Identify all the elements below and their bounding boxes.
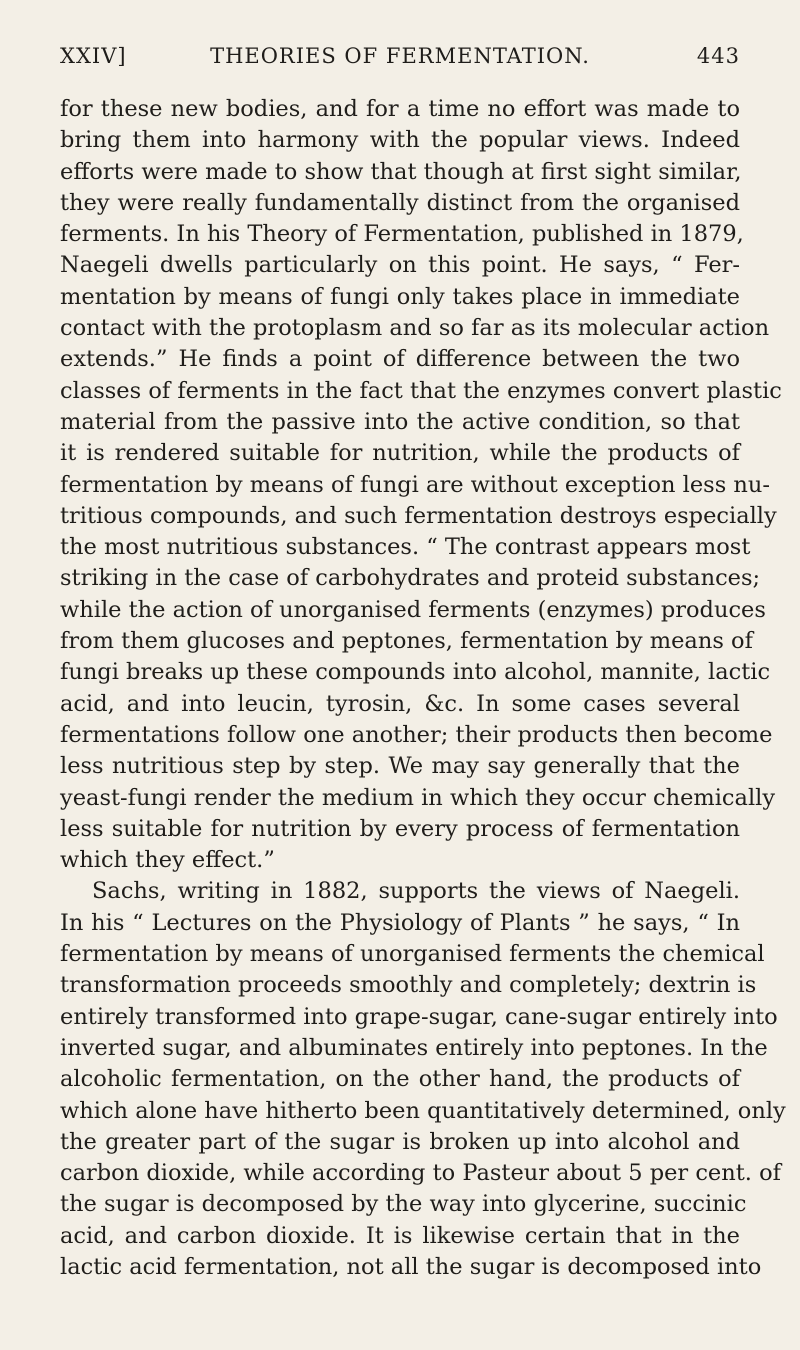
text-line: contact with the protoplasm and so far as its molecular action [60, 315, 770, 342]
text-line: Naegeli dwells particularly on this point. He says, “ Fer- [60, 252, 740, 279]
text-line: material from the passive into the active condition, so that [60, 408, 740, 435]
text-line: fungi breaks up these compounds into alcohol, mannite, lactic [60, 659, 771, 686]
body-text [60, 94, 786, 1283]
text-line: mentation by means of fungi only takes place in immediate [60, 283, 740, 310]
text-line: classes of ferments in the fact that the enzymes convert plastic [60, 377, 782, 404]
text-line: striking in the case of carbohydrates and proteid substances; [60, 565, 761, 592]
text-line: fermentations follow one another; their products then become [60, 721, 773, 748]
text-line: the most nutritious substances. “ The contrast appears most [60, 534, 751, 561]
text-line: entirely transformed into grape-sugar, cane-sugar entirely into [60, 1003, 778, 1030]
text-line: bring them into harmony with the popular views. Indeed [60, 127, 740, 154]
text-line: fermentation by means of fungi are without exception less nu- [60, 471, 770, 498]
text-line: less nutritious step by step. We may say generally that the [60, 753, 740, 780]
text-line: the greater part of the sugar is broken up into alcohol and [60, 1128, 740, 1155]
text-line: carbon dioxide, while according to Pasteur about 5 per cent. of [60, 1160, 781, 1187]
text-line: it is rendered suitable for nutrition, while the products of [60, 440, 740, 467]
paragraph [60, 876, 786, 1283]
paragraph [60, 94, 782, 876]
text-line: In his “ Lectures on the Physiology of Plants ” he says, “ In [60, 909, 740, 936]
text-line: the sugar is decomposed by the way into glycerine, succinic [60, 1191, 747, 1218]
text-line: lactic acid fermentation, not all the sugar is decomposed into [60, 1253, 762, 1280]
chapter-number: XXIV] [60, 44, 127, 68]
text-line: while the action of unorganised ferments (enzymes) produces [60, 596, 766, 623]
running-title: THEORIES OF FERMENTATION. [210, 44, 590, 68]
text-line: acid, and carbon dioxide. It is likewise certain that in the [60, 1222, 740, 1249]
page-number: 443 [696, 44, 740, 68]
text-line: efforts were made to show that though at first sight similar, [60, 158, 742, 185]
text-line: transformation proceeds smoothly and completely; dextrin is [60, 972, 757, 999]
text-line: for these new bodies, and for a time no effort was made to [60, 96, 740, 122]
text-line: ferments. In his Theory of Fermentation, published in 1879, [60, 221, 744, 248]
running-head [60, 36, 740, 76]
text-line: yeast-fungi render the medium in which they occur chemically [60, 784, 776, 811]
text-line: less suitable for nutrition by every process of fermentation [60, 815, 740, 842]
text-line: tritious compounds, and such fermentation destroys especially [60, 502, 777, 529]
text-line: Sachs, writing in 1882, supports the views of Naegeli. [92, 878, 740, 905]
text-line: from them glucoses and peptones, fermentation by means of [60, 628, 753, 655]
text-line: they were really fundamentally distinct from the organised [60, 189, 740, 216]
text-line: which alone have hitherto been quantitatively determined, only [60, 1097, 786, 1124]
text-line: extends.” He finds a point of difference between the two [60, 346, 740, 373]
text-line: fermentation by means of unorganised ferments the chemical [60, 941, 765, 968]
text-line: which they effect.” [60, 847, 275, 874]
text-line: acid, and into leucin, tyrosin, &c. In some cases several [60, 690, 740, 717]
text-line: inverted sugar, and albuminates entirely into peptones. In the [60, 1034, 768, 1061]
text-line: alcoholic fermentation, on the other hand, the products of [60, 1066, 740, 1093]
